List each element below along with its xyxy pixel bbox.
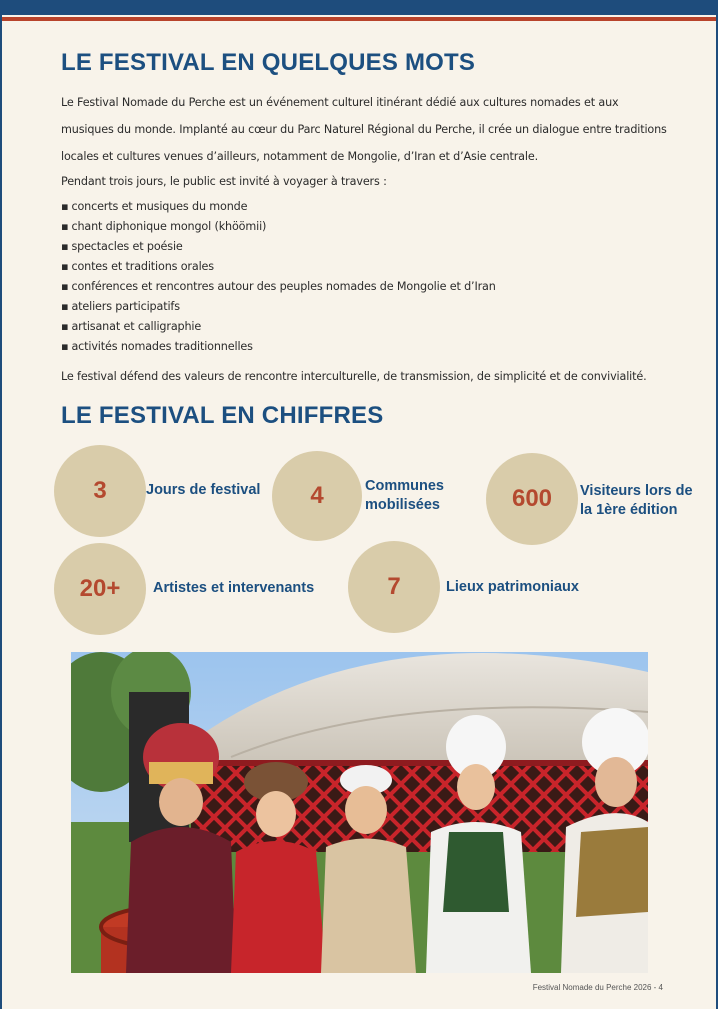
activities-list	[61, 199, 671, 359]
stat-label-lieux: Lieux patrimoniaux	[446, 579, 579, 595]
list-item: ▪ concerts et musiques du monde	[61, 199, 671, 219]
list-item: ▪ contes et traditions orales	[61, 259, 671, 279]
stat-circle-artistes: 20+	[54, 543, 146, 635]
festival-photo	[71, 652, 648, 973]
lead-sentence: Pendant trois jours, le public est invité à voyager à travers :	[61, 175, 387, 188]
page-frame-left	[0, 0, 2, 1009]
list-item: ▪ activités nomades traditionnelles	[61, 339, 671, 359]
stat-circle-jours: 3	[54, 445, 146, 537]
values-paragraph: Le festival défend des valeurs de rencontre interculturelle, de transmission, de simplicité et de convivialité.	[61, 370, 647, 383]
list-item: ▪ spectacles et poésie	[61, 239, 671, 259]
intro-paragraph: Le Festival Nomade du Perche est un événement culturel itinérant dédié aux cultures nomades et aux musiques du monde. Implanté au cœur du Parc Naturel Régional du Perche, il crée un dialogue entre traditions locales et cultures venues d’ailleurs, notamment de Mongolie, d’Iran et d’Asie centrale.	[61, 96, 667, 163]
stat-label-jours: Jours de festival	[146, 482, 261, 498]
list-item: ▪ chant diphonique mongol (khöömii)	[61, 219, 671, 239]
stat-circle-lieux: 7	[348, 541, 440, 633]
header-band-blue	[0, 0, 718, 15]
section-title-quelques-mots: LE FESTIVAL EN QUELQUES MOTS	[61, 49, 476, 76]
stat-circle-communes: 4	[272, 451, 362, 541]
section-title-chiffres: LE FESTIVAL EN CHIFFRES	[61, 402, 384, 429]
list-item: ▪ ateliers participatifs	[61, 299, 671, 319]
stat-label-artistes: Artistes et intervenants	[153, 580, 315, 596]
header-band-red	[0, 17, 718, 21]
festival-photo-illustration	[71, 652, 648, 973]
stat-label-visiteurs: Visiteurs lors de la 1ère édition	[580, 483, 693, 518]
stat-label-communes: Communes mobilisées	[365, 478, 444, 513]
stat-circle-visiteurs: 600	[486, 453, 578, 545]
list-item: ▪ artisanat et calligraphie	[61, 319, 671, 339]
list-item: ▪ conférences et rencontres autour des peuples nomades de Mongolie et d’Iran	[61, 279, 671, 299]
page-footer: Festival Nomade du Perche 2026 - 4	[532, 983, 663, 992]
